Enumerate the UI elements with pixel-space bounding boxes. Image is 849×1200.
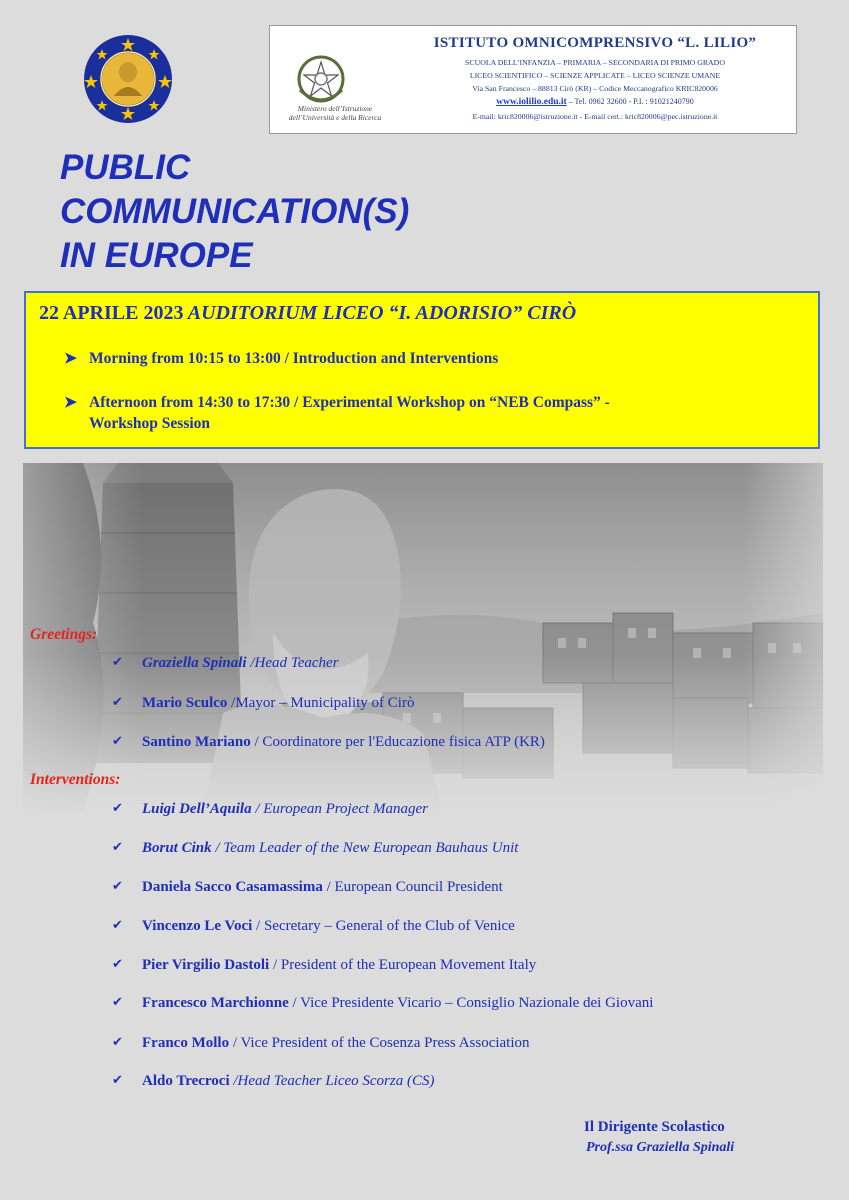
- person-name: Mario Sculco: [142, 695, 228, 711]
- person-role: /Head Teacher Liceo Scorza (CS): [229, 1073, 435, 1089]
- check-icon: ✔: [112, 957, 123, 972]
- ministry-caption: [276, 104, 394, 122]
- school-levels: SCUOLA DELL’INFANZIA – PRIMARIA – SECONDARIA DI PRIMO GRADO: [465, 58, 725, 67]
- greetings-heading: Greetings:: [30, 626, 98, 643]
- italian-republic-emblem-icon: [292, 50, 350, 108]
- ministry-line: Ministero dell’Istruzione: [297, 104, 373, 113]
- web-contact-line: [406, 97, 784, 107]
- arrow-bullet-icon: ➤: [64, 350, 77, 367]
- interventions-heading: Interventions:: [30, 771, 121, 788]
- person-role: / European Council President: [322, 879, 503, 895]
- person-role: /Mayor – Municipality of Cirò: [227, 695, 415, 711]
- person-name: Borut Cink: [142, 840, 212, 856]
- person-name: Aldo Trecroci: [142, 1073, 230, 1089]
- person-role: / President of the European Movement Italy: [269, 957, 537, 973]
- school-header: [269, 25, 797, 134]
- title-line: PUBLIC: [60, 148, 191, 187]
- page-title: [60, 146, 409, 278]
- person-name: Pier Virgilio Dastoli: [142, 957, 270, 973]
- person-role: / Vice Presidente Vicario – Consiglio Nazionale dei Giovani: [288, 995, 654, 1011]
- title-line: IN EUROPE: [60, 236, 253, 275]
- check-icon: ✔: [112, 840, 123, 855]
- event-venue: AUDITORIUM LICEO “I. ADORISIO” CIRÒ: [183, 302, 577, 324]
- person-name: Daniela Sacco Casamassima: [142, 879, 323, 895]
- signature-title: Il Dirigente Scolastico: [584, 1119, 725, 1135]
- signature-name: Prof.ssa Graziella Spinali: [586, 1140, 735, 1155]
- check-icon: ✔: [112, 1073, 123, 1088]
- title-line: COMMUNICATION(S): [60, 192, 410, 231]
- person-role: / Coordinatore per l'Educazione fisica ATP (KR): [250, 734, 545, 750]
- person-role: / Team Leader of the New European Bauhaus Unit: [211, 840, 519, 856]
- person-role: / Vice President of the Cosenza Press Association: [229, 1035, 530, 1051]
- person-role: /Head Teacher: [246, 655, 339, 671]
- website-link[interactable]: www.iolilio.edu.it: [496, 97, 567, 107]
- ministry-line: dell’Università e della Ricerca: [288, 113, 382, 122]
- person-name: Vincenzo Le Voci: [142, 918, 253, 934]
- person-name: Santino Mariano: [142, 734, 251, 750]
- person-name: Franco Mollo: [142, 1035, 230, 1051]
- ciro-landscape-photo: [23, 463, 823, 813]
- check-icon: ✔: [112, 655, 123, 670]
- session-text: Morning from 10:15 to 13:00 / Introduction and Interventions: [89, 350, 499, 367]
- event-heading: [39, 302, 576, 325]
- arrow-bullet-icon: ➤: [64, 394, 77, 411]
- person-name: Francesco Marchionne: [142, 995, 289, 1011]
- check-icon: ✔: [112, 801, 123, 816]
- session-text: Afternoon from 14:30 to 17:30 / Experimental Workshop on “NEB Compass” -: [89, 394, 610, 411]
- event-info-box: [24, 291, 820, 449]
- person-role: / European Project Manager: [251, 801, 428, 817]
- check-icon: ✔: [112, 1035, 123, 1050]
- person-role: / Secretary – General of the Club of Venice: [252, 918, 515, 934]
- check-icon: ✔: [112, 879, 123, 894]
- person-name: Luigi Dell’Aquila: [142, 801, 252, 817]
- school-name: ISTITUTO OMNICOMPRENSIVO “L. LILIO”: [433, 35, 757, 51]
- check-icon: ✔: [112, 918, 123, 933]
- check-icon: ✔: [112, 995, 123, 1010]
- phone-vat: – Tel. 0962 32600 - P.I. : 91021240790: [566, 97, 694, 106]
- school-address: Via San Francesco – 88813 Cirò (KR) – Codice Meccanografico KRIC820006: [472, 84, 718, 93]
- event-date: 22 APRILE 2023: [39, 302, 184, 324]
- check-icon: ✔: [112, 695, 123, 710]
- session-text-continued: Workshop Session: [89, 415, 211, 432]
- email-line: E-mail: kric820006@istruzione.it - E-mail cert.: kric820006@pec.istruzione.it: [472, 112, 718, 121]
- check-icon: ✔: [112, 734, 123, 749]
- school-logo: [83, 34, 173, 124]
- school-courses: LICEO SCIENTIFICO – SCIENZE APPLICATE – LICEO SCIENZE UMANE: [469, 71, 721, 80]
- person-name: Graziella Spinali: [142, 655, 247, 671]
